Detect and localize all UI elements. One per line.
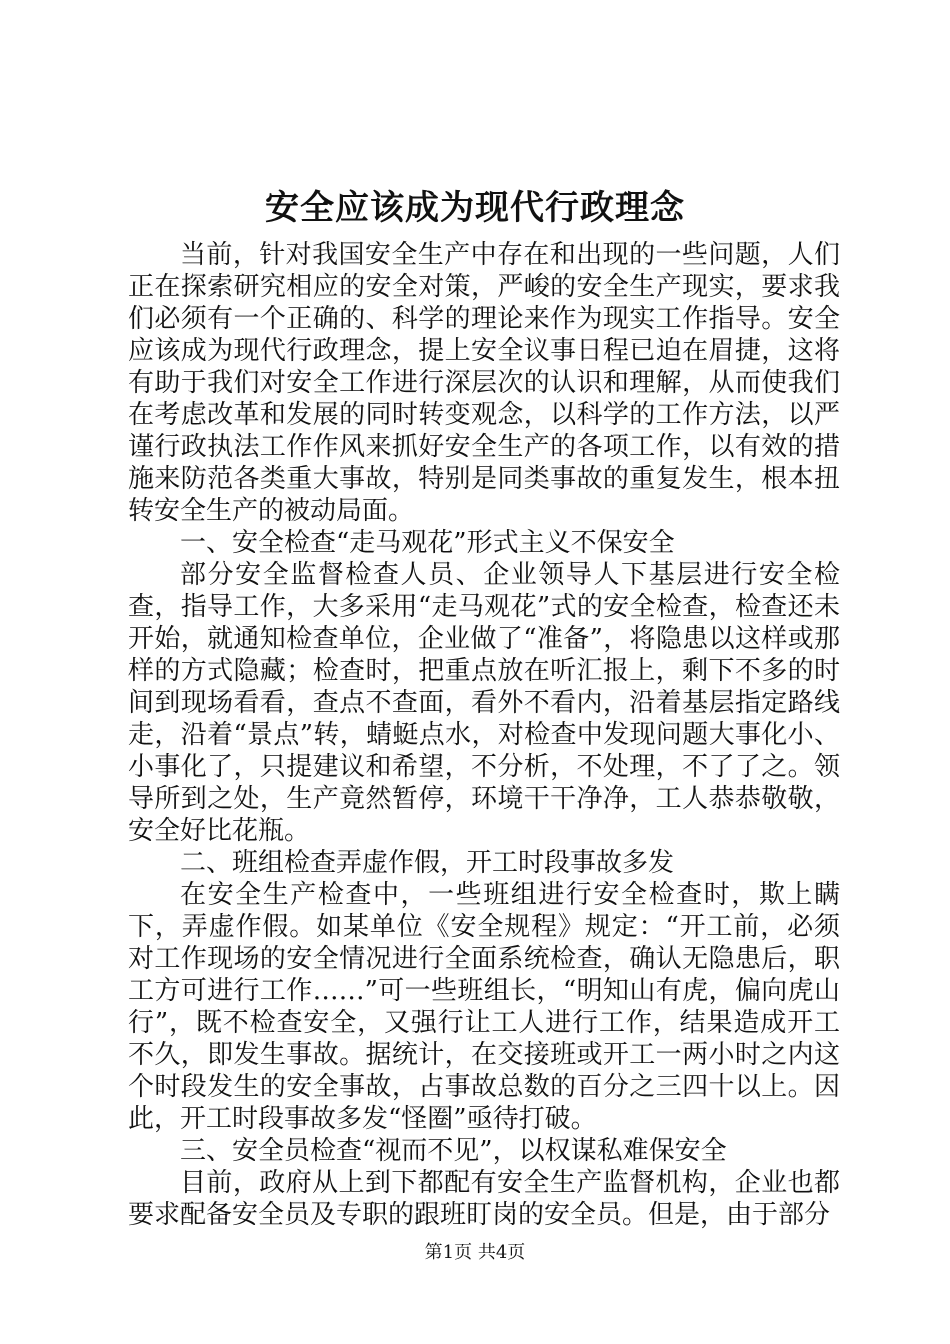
paragraph-section-3: 目前，政府从上到下都配有安全生产监督机构，企业也都要求配备安全员及专职的跟班盯岗的安全员。但是，由于部分 (128, 1168, 840, 1230)
paragraph-intro: 当前，针对我国安全生产中存在和出现的一些问题，人们正在探索研究相应的安全对策，严峻的安全生产现实，要求我们必须有一个正确的、科学的理论来作为现实工作指导。安全应该成为现代行政理念，提上安全议事日程已迫在眉捷，这将有助于我们对安全工作进行深层次的认识和理解，从而使我们在考虑改革和发展的同时转变观念，以科学的工作方法，以严谨行政执法工作作风来抓好安全生产的各项工作，以有效的措施来防范各类重大事故，特别是同类事故的重复发生，根本扭转安全生产的被动局面。 (128, 240, 840, 526)
document-body (128, 239, 840, 1231)
section-heading-1: 一、安全检查“走马观花”形式主义不保安全 (180, 528, 675, 558)
page-title: 安全应该成为现代行政理念 (265, 188, 685, 228)
section-heading-3: 三、安全员检查“视而不见”，以权谋私难保安全 (180, 1136, 727, 1166)
page-footer: 第1页 共4页 (424, 1242, 526, 1263)
paragraph-section-2: 在安全生产检查中，一些班组进行安全检查时，欺上瞒下，弄虚作假。如某单位《安全规程》规定：“开工前，必须对工作现场的安全情况进行全面系统检查，确认无隐患后，职工方可进行工作……”可一些班组长，“明知山有虎，偏向虎山行”，既不检查安全，又强行让工人进行工作，结果造成开工不久，即发生事故。据统计，在交接班或开工一两小时之内这个时段发生的安全事故，占事故总数的百分之三四十以上。因此，开工时段事故多发“怪圈”亟待打破。 (128, 880, 840, 1134)
paragraph-section-1: 部分安全监督检查人员、企业领导人下基层进行安全检查，指导工作，大多采用“走马观花”式的安全检查，检查还未开始，就通知检查单位，企业做了“准备”，将隐患以这样或那样的方式隐藏；检查时，把重点放在听汇报上，剩下不多的时间到现场看看，查点不查面，看外不看内，沿着基层指定路线走，沿着“景点”转，蜻蜓点水，对检查中发现问题大事化小、小事化了，只提建议和希望，不分析，不处理，不了了之。领导所到之处，生产竟然暂停，环境干干净净，工人恭恭敬敬，安全好比花瓶。 (128, 560, 840, 846)
section-heading-2: 二、班组检查弄虚作假，开工时段事故多发 (180, 848, 675, 878)
